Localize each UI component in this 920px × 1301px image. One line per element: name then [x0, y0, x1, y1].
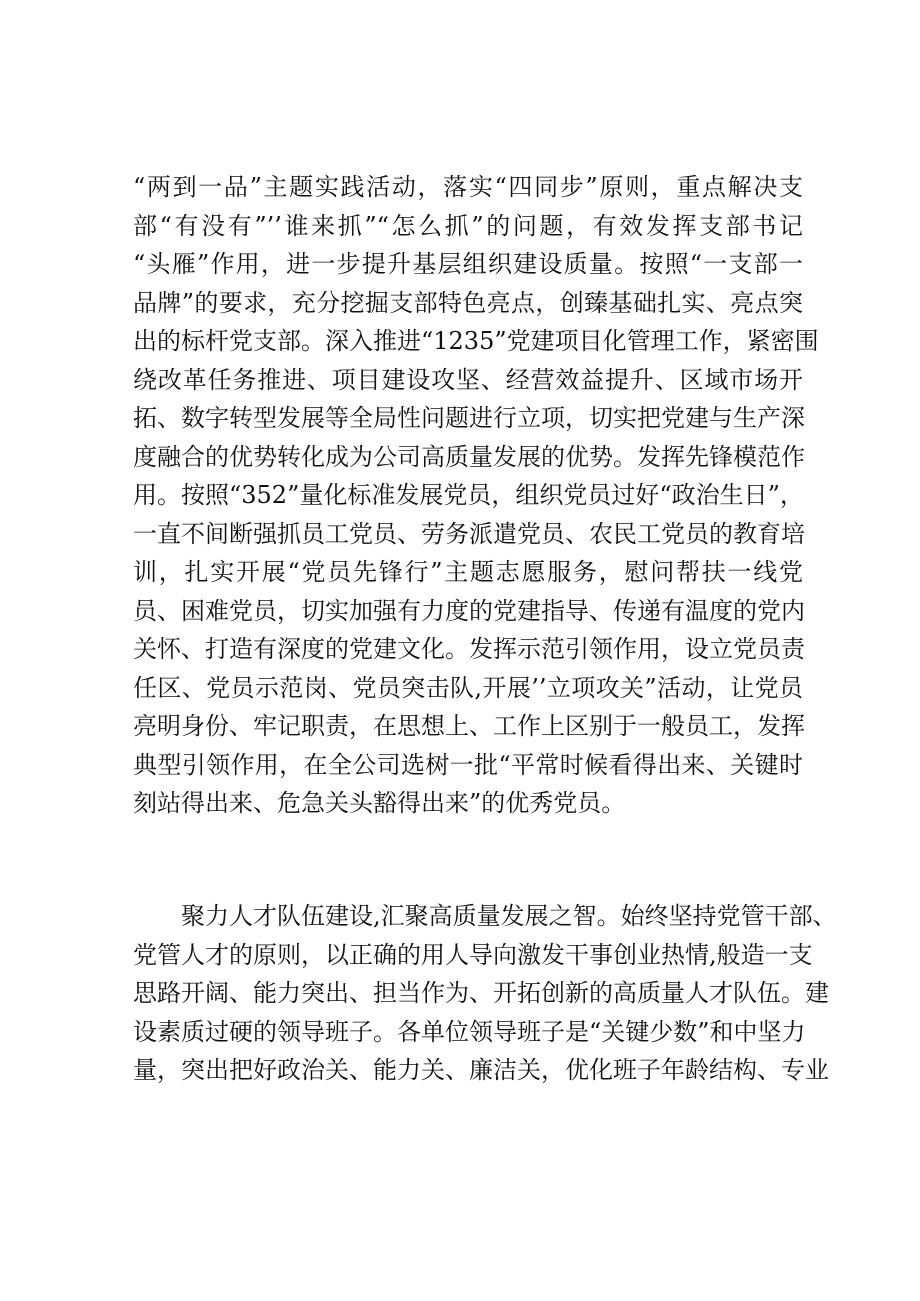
paragraph-line: 部“有没有”’’谁来抓”“怎么抓”的问题，有效发挥支部书记	[133, 211, 803, 240]
paragraph-line: 亮明身份、牢记职责，在思想上、工作上区别于一般员工，发挥	[133, 712, 805, 740]
paragraph-line: 聚力人才队伍建设,汇聚高质量发展之智。始终坚持党管干部、	[133, 902, 837, 930]
paragraph-line: 量，突出把好政治关、能力关、廉洁关，优化班子年龄结构、专业	[133, 1056, 829, 1084]
paragraph-line: 一直不间断强抓员工党员、劳务派遣党员、农民工党员的教育培	[133, 519, 805, 548]
paragraph-line: “两到一品”主题实践活动，落实“四同步”原则，重点解决支	[133, 173, 803, 201]
paragraph-line: 刻站得出来、危急关头豁得出来”的优秀党员。	[133, 789, 626, 817]
paragraph-line: 思路开阔、能力突出、担当作为、开拓创新的高质量人才队伍。建	[133, 979, 829, 1007]
paragraph-line: 任区、党员示范岗、党员突击队,开展’’立项攻关”活动，让党员	[133, 673, 803, 702]
paragraph-line: 关怀、打造有深度的党建文化。发挥示范引领作用，设立党员责	[133, 635, 805, 663]
paragraph-line: 度融合的优势转化成为公司高质量发展的优势。发挥先锋模范作	[133, 442, 805, 471]
paragraph-line: 党管人才的原则，以正确的用人导向激发干事创业热情,般造一支	[133, 940, 813, 969]
paragraph-party-building	[133, 168, 819, 823]
paragraph-line: 训，扎实开展“党员先锋行”主题志愿服务，慰问帮扶一线党	[133, 558, 803, 586]
paragraph-line: “头雁”作用，进一步提升基层组织建设质量。按照“一支部一	[133, 250, 803, 278]
paragraph-line: 品牌”的要求，充分挖掘支部特色亮点，创臻基础扎实、亮点突	[133, 288, 803, 317]
paragraph-line: 拓、数字转型发展等全局性问题进行立项，切实把党建与生产深	[133, 404, 805, 432]
paragraph-line: 绕改革任务推进、项目建设攻坚、经营效益提升、区域市场开	[133, 365, 803, 394]
paragraph-line: 出的标杆党支部。深入推进“1235”党建项目化管理工作，紧密围	[133, 327, 819, 355]
paragraph-line: 员、困难党员，切实加强有力度的党建指导、传递有温度的党内	[133, 596, 805, 625]
paragraph-line: 设素质过硬的领导班子。各单位领导班子是“关键少数”和中坚力	[133, 1017, 806, 1046]
paragraph-line: 用。按照“352”量化标准发展党员，组织党员过好“政治生日”，	[133, 481, 804, 509]
paragraph-line: 典型引领作用，在全公司选树一批“平常时候看得出来、关键时	[133, 750, 803, 779]
paragraph-talent-building	[133, 897, 837, 1090]
